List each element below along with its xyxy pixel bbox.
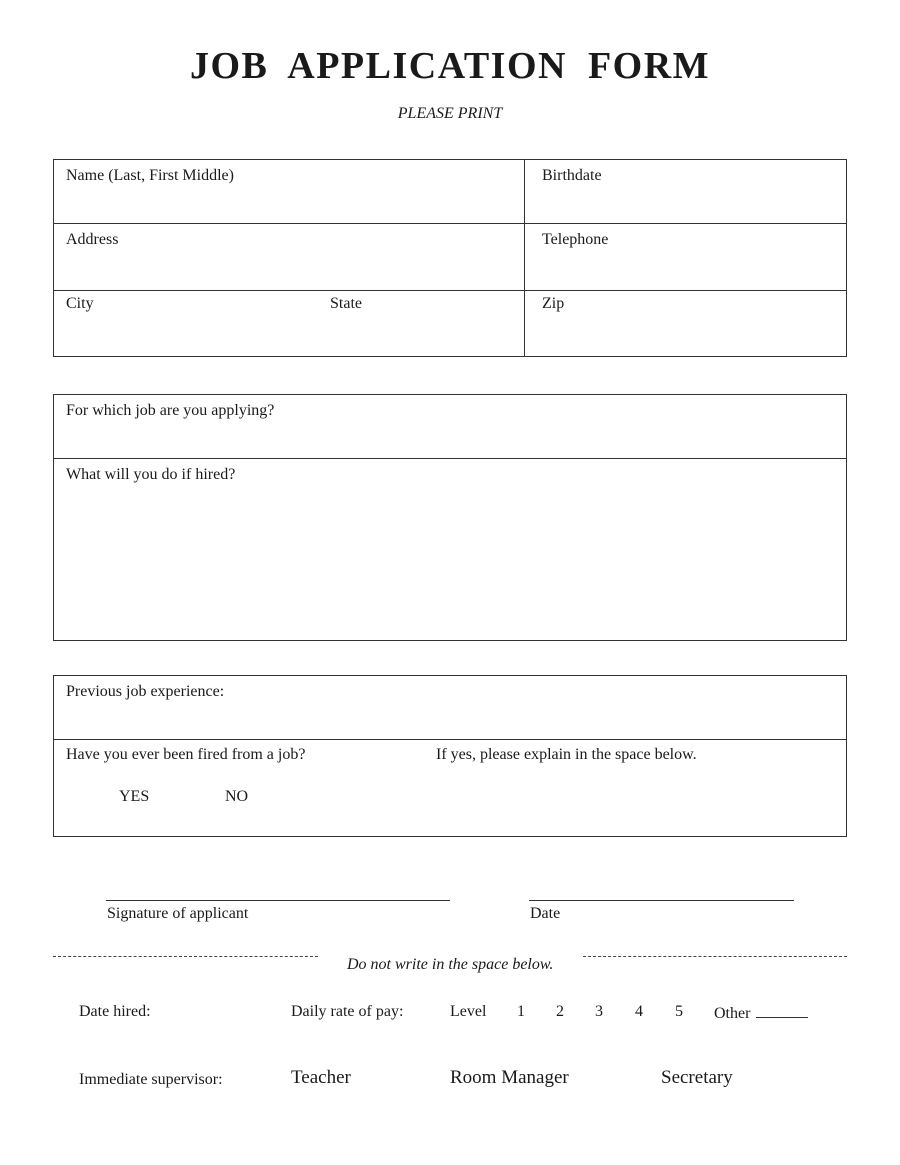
fired-question: Have you ever been fired from a job? [66,746,306,763]
telephone-field[interactable] [542,231,608,249]
name-label: Name (Last, First Middle) [66,167,234,184]
zip-label: Zip [542,295,565,312]
job-applying-label: For which job are you applying? [66,402,275,419]
divider-dash-right [583,956,847,957]
experience-row-line [53,739,847,740]
form-title: JOB APPLICATION FORM [189,45,711,87]
other-field[interactable] [714,1003,808,1023]
zip-field[interactable] [542,295,564,313]
telephone-label: Telephone [542,231,609,248]
other-blank-line [756,1003,808,1018]
personal-row-line-1 [53,223,847,224]
personal-info-box [53,159,847,357]
level-label: Level [450,1003,487,1020]
date-hired-label: Date hired: [79,1003,151,1020]
city-label: City [66,295,94,312]
explain-instruction: If yes, please explain in the space below. [436,746,697,763]
birthdate-label: Birthdate [542,167,602,184]
level-option[interactable]: 5 [675,1003,683,1020]
state-field[interactable] [330,295,362,313]
if-hired-label: What will you do if hired? [66,466,236,483]
signature-line[interactable] [106,900,450,901]
divider-dash-left [53,956,318,957]
date-label: Date [530,905,561,922]
level-option[interactable]: 2 [556,1003,564,1020]
supervisor-room-manager-option[interactable]: Room Manager [450,1067,569,1088]
previous-experience-label: Previous job experience: [66,683,225,700]
level-option[interactable]: 1 [517,1003,525,1020]
birthdate-field[interactable] [542,167,602,185]
supervisor-secretary-option[interactable]: Secretary [661,1067,733,1088]
address-label: Address [66,231,119,248]
state-label: State [330,295,362,312]
supervisor-teacher-option[interactable]: Teacher [291,1067,351,1088]
no-option[interactable]: NO [225,788,249,805]
personal-info-divider [524,159,525,357]
previous-experience-field[interactable] [66,683,224,701]
level-option[interactable]: 4 [635,1003,643,1020]
other-label: Other [714,1005,751,1022]
yes-option[interactable]: YES [119,788,150,805]
signature-label: Signature of applicant [107,905,249,922]
personal-row-line-2 [53,290,847,291]
address-field[interactable] [66,231,118,249]
daily-rate-label: Daily rate of pay: [291,1003,404,1020]
form-subtitle: PLEASE PRINT [397,105,503,122]
job-applying-field[interactable] [66,402,274,420]
level-option[interactable]: 3 [595,1003,603,1020]
supervisor-label: Immediate supervisor: [79,1071,223,1088]
job-box [53,394,847,641]
name-field[interactable] [66,167,234,185]
job-row-line [53,458,847,459]
date-line[interactable] [529,900,794,901]
office-divider-text: Do not write in the space below. [347,956,554,973]
city-field[interactable] [66,295,94,313]
if-hired-field[interactable] [66,466,235,484]
